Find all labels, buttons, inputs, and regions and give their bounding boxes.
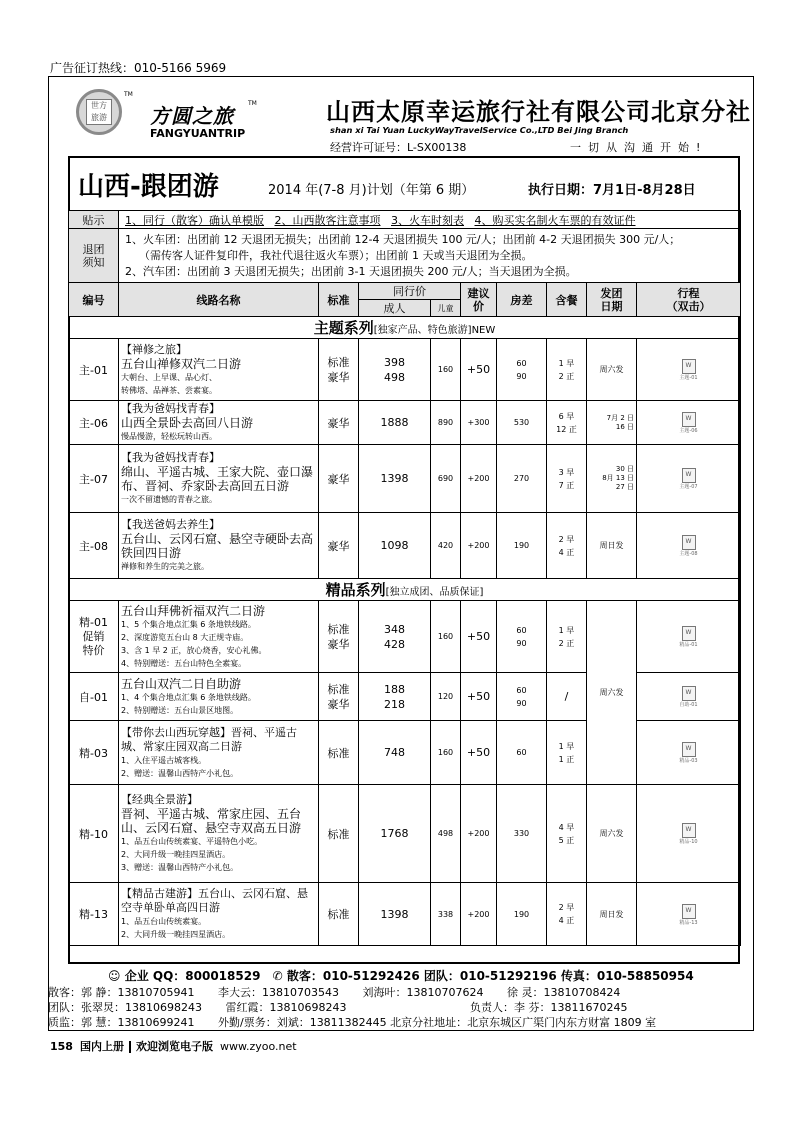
meals: 2 早 4 正: [547, 883, 587, 946]
contact-phones: 散客：010-51292426 团队：010-51292196 传真：010-58850954: [286, 969, 694, 983]
doc-icon[interactable]: W: [682, 412, 696, 427]
route-std: 标准 豪华: [319, 601, 359, 673]
refund-bus-line: 2、汽车团：出团前 3 天退团无损失；出团前 3-1 天退团损失 200 元/人；当天退团为全损。: [125, 264, 577, 278]
route-name-cell: [119, 721, 319, 785]
route-tag: 【经典全景游】: [121, 793, 198, 806]
route-title-line: [121, 887, 316, 915]
price-suggest: +50: [461, 339, 497, 401]
depart-date: 周六发: [587, 785, 637, 883]
page-footer: [50, 1038, 297, 1054]
logo-tm: TM: [124, 91, 133, 98]
license-number: 经营许可证号：L-SX00138: [330, 141, 467, 154]
route-desc: 1、入住平遥古城客栈。: [121, 755, 207, 765]
depart-date: 周六发: [587, 601, 637, 785]
doc-icon-label: 主题-07: [679, 484, 698, 490]
contact-person: 刘海叶：13810707624: [362, 986, 484, 999]
route-name-cell: [119, 513, 319, 579]
room-diff: 60 90: [497, 339, 547, 401]
itinerary-cell: [637, 673, 741, 721]
phone-icon: ✆: [272, 969, 283, 983]
room-diff: 60 90: [497, 601, 547, 673]
route-name-cell: [119, 673, 319, 721]
route-tag: 【禅修之旅】: [121, 342, 187, 356]
section-fine-title: 精品系列[独立成团、品质保证]: [69, 579, 741, 601]
slogan: 一切从沟通开始!: [570, 141, 708, 154]
price-child: 890: [431, 401, 461, 445]
price-suggest: +200: [461, 785, 497, 883]
meals: 3 早 7 正: [547, 445, 587, 513]
route-table: [68, 210, 741, 946]
itinerary-cell: [637, 339, 741, 401]
col-code: 编号: [69, 283, 119, 317]
route-code: 主-06: [69, 401, 119, 445]
brand-name-cn: 方圆之旅: [150, 104, 234, 128]
route-name: 五台山拜佛祈福双汽二日游: [121, 603, 266, 618]
route-name: 山西全景卧去高回八日游: [121, 416, 254, 430]
route-std: 标准: [319, 883, 359, 946]
room-diff: 330: [497, 785, 547, 883]
price-child: 120: [431, 673, 461, 721]
itinerary-cell: [637, 883, 741, 946]
meals: 4 早 5 正: [547, 785, 587, 883]
doc-icon-label: 自助-01: [679, 702, 698, 708]
room-diff: 190: [497, 883, 547, 946]
brand-tm: TM: [248, 100, 257, 107]
route-desc: 2、赠送：温馨山西特产小礼包。: [121, 768, 239, 778]
col-route: 线路名称: [119, 283, 319, 317]
route-code: 主-01: [69, 339, 119, 401]
doc-icon-label: 主题-06: [679, 428, 698, 434]
meals: 6 早 12 正: [547, 401, 587, 445]
contact-person: 负责人：李 芬：13811670245: [469, 1001, 628, 1014]
doc-icon-label: 精品-13: [679, 919, 698, 926]
route-code: 精-03: [69, 721, 119, 785]
doc-icon-label: 主题-08: [679, 551, 698, 557]
contact-person: 团队：张翠炅：13810698243: [48, 1001, 202, 1014]
room-diff: 530: [497, 401, 547, 445]
route-name-cell: [119, 785, 319, 883]
page-number: 158: [50, 1040, 73, 1053]
route-name-cell: [119, 339, 319, 401]
col-std: 标准: [319, 283, 359, 317]
enterprise-qq: 企业 QQ：800018529: [124, 969, 261, 983]
price-child: 498: [431, 785, 461, 883]
doc-icon[interactable]: W: [682, 686, 696, 701]
header-row-1: [69, 283, 741, 300]
route-name: 晋祠、平遥古城、常家庄园、五台山、云冈石窟、悬空寺双高五日游: [121, 807, 302, 835]
doc-icon[interactable]: W: [682, 742, 696, 757]
section-theme: [69, 317, 741, 339]
itinerary-cell: [637, 513, 741, 579]
contact-person: 徐 灵：13810708424: [506, 986, 621, 999]
route-desc: 2、大同升级一晚挂四星酒店。: [121, 930, 231, 939]
tip-link-notice[interactable]: 2、山西散客注意事项: [274, 213, 381, 227]
route-code: 主-07: [69, 445, 119, 513]
tips-row: [69, 211, 741, 229]
table-row: [69, 445, 741, 513]
tip-link-id[interactable]: 4、购买实名制火车票的有效证件: [474, 213, 636, 227]
price-adult: 1398: [359, 883, 431, 946]
section-fine: [69, 579, 741, 601]
company-name-en: shan xi Tai Yuan LuckyWayTravelService Co.,LTD Bei Jing Branch: [330, 125, 629, 135]
depart-date: 周日发: [587, 513, 637, 579]
doc-icon-label: 精品-03: [679, 758, 698, 764]
route-name: 绵山、平遥古城、王家大院、壶口瀑布、晋祠、乔家卧去高回五日游: [121, 465, 314, 493]
route-desc: 一次不留遗憾的青春之旅。: [121, 495, 217, 504]
tips-label: 贴示: [69, 211, 119, 229]
depart-date: 7月 2 日 16 日: [587, 401, 637, 445]
brand-name-en: FANGYUANTRIP: [150, 127, 246, 140]
depart-date: 周日发: [587, 883, 637, 946]
price-adult: 188 218: [359, 673, 431, 721]
route-name-cell: [119, 883, 319, 946]
doc-icon[interactable]: W: [682, 823, 696, 838]
route-desc: 1、品五台山传统素宴、平遥特色小吃。: [121, 837, 263, 846]
route-std: 标准: [319, 721, 359, 785]
refund-policy: [119, 229, 741, 283]
route-desc: 2、特别赠送：五台山景区地图。: [121, 705, 239, 715]
refund-label: 退团 须知: [69, 229, 119, 283]
price-child: 160: [431, 601, 461, 673]
route-name: 五台山、云冈石窟、悬空寺单卧单高四日游: [121, 887, 308, 914]
route-desc: 3、赠送：温馨山西特产小礼包。: [121, 863, 239, 872]
itinerary-cell: [637, 401, 741, 445]
price-suggest: +50: [461, 673, 497, 721]
contact-person: 质监：郭 慧：13810699241: [48, 1016, 195, 1029]
price-adult: 748: [359, 721, 431, 785]
route-desc: 转佛塔、品禅茶、尝素宴。: [121, 385, 217, 395]
route-code: 自-01: [69, 673, 119, 721]
price-adult: 1768: [359, 785, 431, 883]
route-tag: 【带你去山西玩穿越】: [121, 725, 231, 739]
doc-icon[interactable]: W: [682, 904, 696, 919]
price-child: 160: [431, 339, 461, 401]
route-std: 豪华: [319, 445, 359, 513]
route-desc: 1、4 个集合地点汇集 6 条地铁线路。: [121, 692, 256, 702]
execution-date: 执行日期：7月1日-8月28日: [528, 183, 696, 198]
col-child: 儿童: [431, 300, 461, 317]
table-row: [69, 883, 741, 946]
route-code: 主-08: [69, 513, 119, 579]
itinerary-cell: [637, 445, 741, 513]
price-child: 338: [431, 883, 461, 946]
meals: 1 早 2 正: [547, 601, 587, 673]
table-row: [69, 673, 741, 721]
section-theme-note: [独家产品、特色旅游]NEW: [373, 325, 496, 336]
browse-text: 欢迎浏览电子版: [135, 1040, 213, 1053]
table-row: [69, 339, 741, 401]
route-name: 晋祠、平遥古城、常家庄园双高二日游: [121, 725, 297, 753]
table-row: [69, 601, 741, 673]
price-adult: 1888: [359, 401, 431, 445]
table-row: [69, 721, 741, 785]
doc-icon-label: 精品-10: [679, 839, 698, 845]
route-desc: 2、大同升级一晚挂四星酒店。: [121, 850, 231, 859]
route-desc: 大朝台、上早课、品心灯、: [121, 372, 217, 382]
route-std: 豪华: [319, 513, 359, 579]
col-peer-price: 同行价: [359, 283, 461, 300]
route-desc: 3、含 1 早 2 正，放心烧香，安心礼佛。: [121, 645, 267, 655]
doc-icon[interactable]: W: [682, 626, 696, 641]
refund-row: [69, 229, 741, 283]
contact-line-2: [48, 999, 627, 1015]
route-tag: 【精品古建游】: [121, 887, 198, 900]
route-tag: 【我送爸妈去养生】: [121, 518, 220, 531]
room-diff: 60 90: [497, 673, 547, 721]
route-std: 标准 豪华: [319, 673, 359, 721]
col-suggest: 建议 价: [461, 283, 497, 317]
contact-person: 散客：郭 静：13810705941: [48, 986, 195, 999]
doc-icon[interactable]: W: [682, 359, 696, 374]
depart-date: 30 日 8月 13 日 27 日: [587, 445, 637, 513]
doc-icon-label: 主题-01: [679, 375, 698, 381]
price-suggest: +50: [461, 721, 497, 785]
room-diff: 60: [497, 721, 547, 785]
company-logo-icon: [76, 89, 122, 135]
route-tag: 【我为爸妈找青春】: [121, 451, 220, 464]
doc-icon[interactable]: W: [682, 468, 696, 483]
col-adult: 成人: [359, 300, 431, 317]
contact-line-3: [48, 1014, 656, 1030]
route-code: 精-10: [69, 785, 119, 883]
col-meal: 含餐: [547, 283, 587, 317]
price-adult: 398 498: [359, 339, 431, 401]
tip-link-train[interactable]: 3、火车时刻表: [391, 213, 464, 227]
price-suggest: +300: [461, 401, 497, 445]
price-adult: 348 428: [359, 601, 431, 673]
route-tag: 【我为爸妈找青春】: [121, 402, 220, 415]
itinerary-cell: [637, 601, 741, 673]
table-row: [69, 513, 741, 579]
logo-seal: 世方 旅游: [86, 99, 112, 125]
col-room: 房差: [497, 283, 547, 317]
plan-period: 2014 年(7-8 月)计划（年第 6 期）: [268, 183, 475, 198]
title-row: [68, 156, 740, 210]
meals: 2 早 4 正: [547, 513, 587, 579]
ad-hotline: 广告征订热线：010-5166 5969: [50, 61, 227, 75]
price-child: 420: [431, 513, 461, 579]
price-suggest: +200: [461, 883, 497, 946]
table-row: [69, 785, 741, 883]
section-theme-title: 主题系列[独家产品、特色旅游]NEW: [69, 317, 741, 339]
tips-links: [119, 211, 741, 229]
refund-train-line: 1、火车团：出团前 12 天退团无损失；出团前 12-4 天退团损失 100 元/人；出团前 4-2 天退团损失 300 元/人；: [125, 232, 681, 246]
itinerary-cell: [637, 785, 741, 883]
price-child: 690: [431, 445, 461, 513]
section-fine-note: [独立成团、品质保证]: [385, 587, 484, 598]
doc-icon[interactable]: W: [682, 535, 696, 550]
table-row: [69, 401, 741, 445]
doc-icon-label: 精品-01: [679, 642, 698, 648]
section-name: 国内上册: [79, 1040, 124, 1053]
meals: /: [547, 673, 587, 721]
col-itinerary: 行程 （双击）: [637, 283, 741, 317]
meals: 1 早 1 正: [547, 721, 587, 785]
route-std: 标准: [319, 785, 359, 883]
route-name-cell: [119, 601, 319, 673]
col-depart: 发团 日期: [587, 283, 637, 317]
route-desc: 禅修和养生的完美之旅。: [121, 562, 209, 571]
route-desc: 慢品慢游，轻松玩转山西。: [121, 432, 217, 441]
price-adult: 1098: [359, 513, 431, 579]
meals: 1 早 2 正: [547, 339, 587, 401]
contact-line-1: [48, 984, 620, 1000]
route-desc: 4、特别赠送：五台山特色全素宴。: [121, 658, 247, 668]
route-name: 五台山禅修双汽二日游: [121, 356, 242, 371]
footer-divider: [129, 1041, 131, 1053]
depart-date: 周六发: [587, 339, 637, 401]
route-desc: 1、5 个集合地点汇集 6 条地铁线路。: [121, 619, 256, 629]
route-title-line: [121, 726, 316, 754]
itinerary-cell: [637, 721, 741, 785]
route-code: 精-13: [69, 883, 119, 946]
qq-icon: ☺: [108, 969, 121, 983]
price-adult: 1398: [359, 445, 431, 513]
tip-link-confirm[interactable]: 1、同行（散客）确认单模版: [125, 213, 264, 227]
route-name: 五台山、云冈石窟、悬空寺硬卧去高铁回四日游: [121, 532, 314, 560]
room-diff: 190: [497, 513, 547, 579]
room-diff: 270: [497, 445, 547, 513]
company-name: 山西太原幸运旅行社有限公司北京分社: [326, 98, 751, 126]
route-desc: 2、深度游览五台山 8 大正规寺庙。: [121, 632, 249, 642]
route-code: 精-01 促销 特价: [69, 601, 119, 673]
contact-person: 雷红霞：13810698243: [225, 1001, 347, 1014]
route-name: 五台山双汽二日自助游: [121, 676, 242, 691]
website-link[interactable]: www.zyoo.net: [219, 1040, 297, 1053]
route-std: 豪华: [319, 401, 359, 445]
page-title: 山西-跟团游: [78, 172, 219, 202]
route-std: 标准 豪华: [319, 339, 359, 401]
price-suggest: +200: [461, 513, 497, 579]
contact-person: 李大云：13810703543: [217, 986, 339, 999]
contact-block: [48, 965, 754, 1031]
refund-train-note: （需传客人证件复印件，我社代退往返火车票）；出团前 1 天或当天退团为全损。: [139, 248, 533, 262]
price-suggest: +200: [461, 445, 497, 513]
price-child: 160: [431, 721, 461, 785]
contact-phones-line: [108, 967, 694, 984]
price-suggest: +50: [461, 601, 497, 673]
route-desc: 1、品五台山传统素宴。: [121, 917, 207, 926]
office-address: 外勤/票务：刘斌：13811382445 北京分社地址：北京东城区广渠门内东方财富 1809 室: [217, 1016, 657, 1029]
route-name-cell: [119, 445, 319, 513]
route-name-cell: [119, 401, 319, 445]
